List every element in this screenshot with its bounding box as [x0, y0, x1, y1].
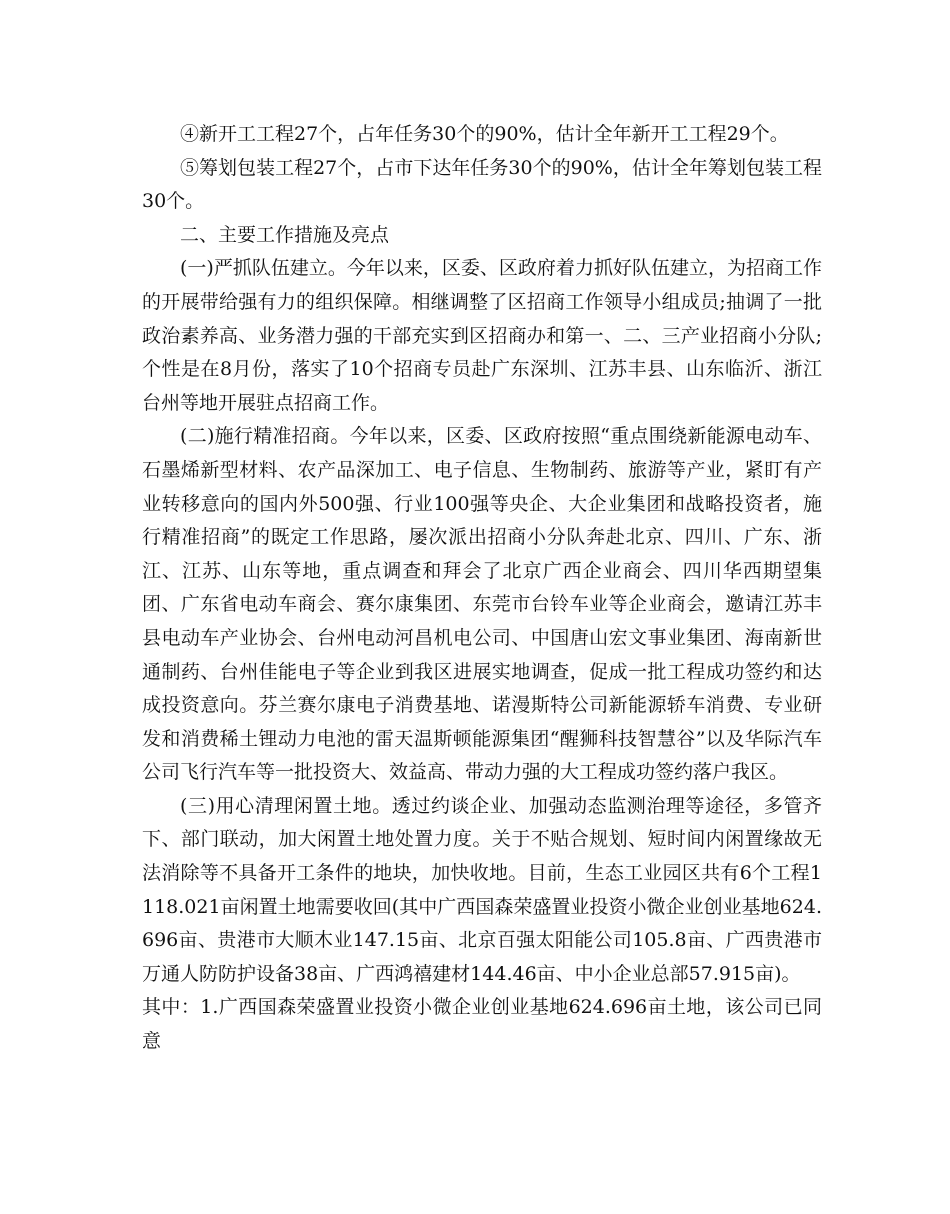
document-body: [142, 118, 822, 1059]
section-heading-measures: 二、主要工作措施及亮点: [180, 223, 390, 246]
paragraph-new-projects: ④新开工工程27个，占年任务30个的90%，估计全年新开工工程29个。: [180, 123, 789, 145]
paragraph-precise-investment: (二)施行精准招商。今年以来，区委、区政府按照“重点围绕新能源电动车、石墨烯新型材料、农产品深加工、电子信息、生物制药、旅游等产业，紧盯有产业转移意向的国内外500强、行业100强等央企、大企业集团和战略投资者，施行精准招商”的既定工作思路，屡次派出招商小分队奔赴北京、四川、广东、浙江、江苏、山东等地，重点调查和拜会了北京广西企业商会、四川华西期望集团、广东省电动车商会、赛尔康集团、东莞市台铃车业等企业商会，邀请江苏丰县电动车产业协会、台州电动河昌机电公司、中国唐山宏文事业集团、海南新世通制药、台州佳能电子等企业到我区进展实地调查，促成一批工程成功签约和达成投资意向。芬兰赛尔康电子消费基地、诺漫斯特公司新能源轿车消费、专业研发和消费稀土锂动力电池的雷天温斯顿能源集团“醒狮科技智慧谷”以及华际汽车公司飞行汽车等一批投资大、效益高、带动力强的大工程成功签约落户我区。: [142, 425, 822, 784]
paragraph-planned-projects: ⑤筹划包装工程27个，占市下达年任务30个的90%，估计全年筹划包装工程30个。: [142, 156, 822, 213]
paragraph-team-building: (一)严抓队伍建立。今年以来，区委、区政府着力抓好队伍建立，为招商工作的开展带给强有力的组织保障。相继调整了区招商工作领导小组成员;抽调了一批政治素养高、业务潜力强的干部充实到区招商办和第一、二、三产业招商小分队;个性是在8月份，落实了10个招商专员赴广东深圳、江苏丰县、山东临沂、浙江台州等地开展驻点招商工作。: [142, 257, 822, 414]
paragraph-among-them: 其中：1.广西国森荣盛置业投资小微企业创业基地624.696亩土地，该公司已同意: [142, 996, 822, 1053]
paragraph-idle-land: (三)用心清理闲置土地。透过约谈企业、加强动态监测治理等途径，多管齐下、部门联动，加大闲置土地处置力度。关于不贴合规划、短时间内闲置缘故无法消除等不具备开工条件的地块，加快收地。目前，生态工业园区共有6个工程1118.021亩闲置土地需要收回(其中广西国森荣盛置业投资小微企业创业基地624.696亩、贵港市大顺木业147.15亩、北京百强太阳能公司105.8亩、广西贵港市万通人防防护设备38亩、广西鸿禧建材144.46亩、中小企业总部57.915亩)。: [142, 794, 822, 985]
